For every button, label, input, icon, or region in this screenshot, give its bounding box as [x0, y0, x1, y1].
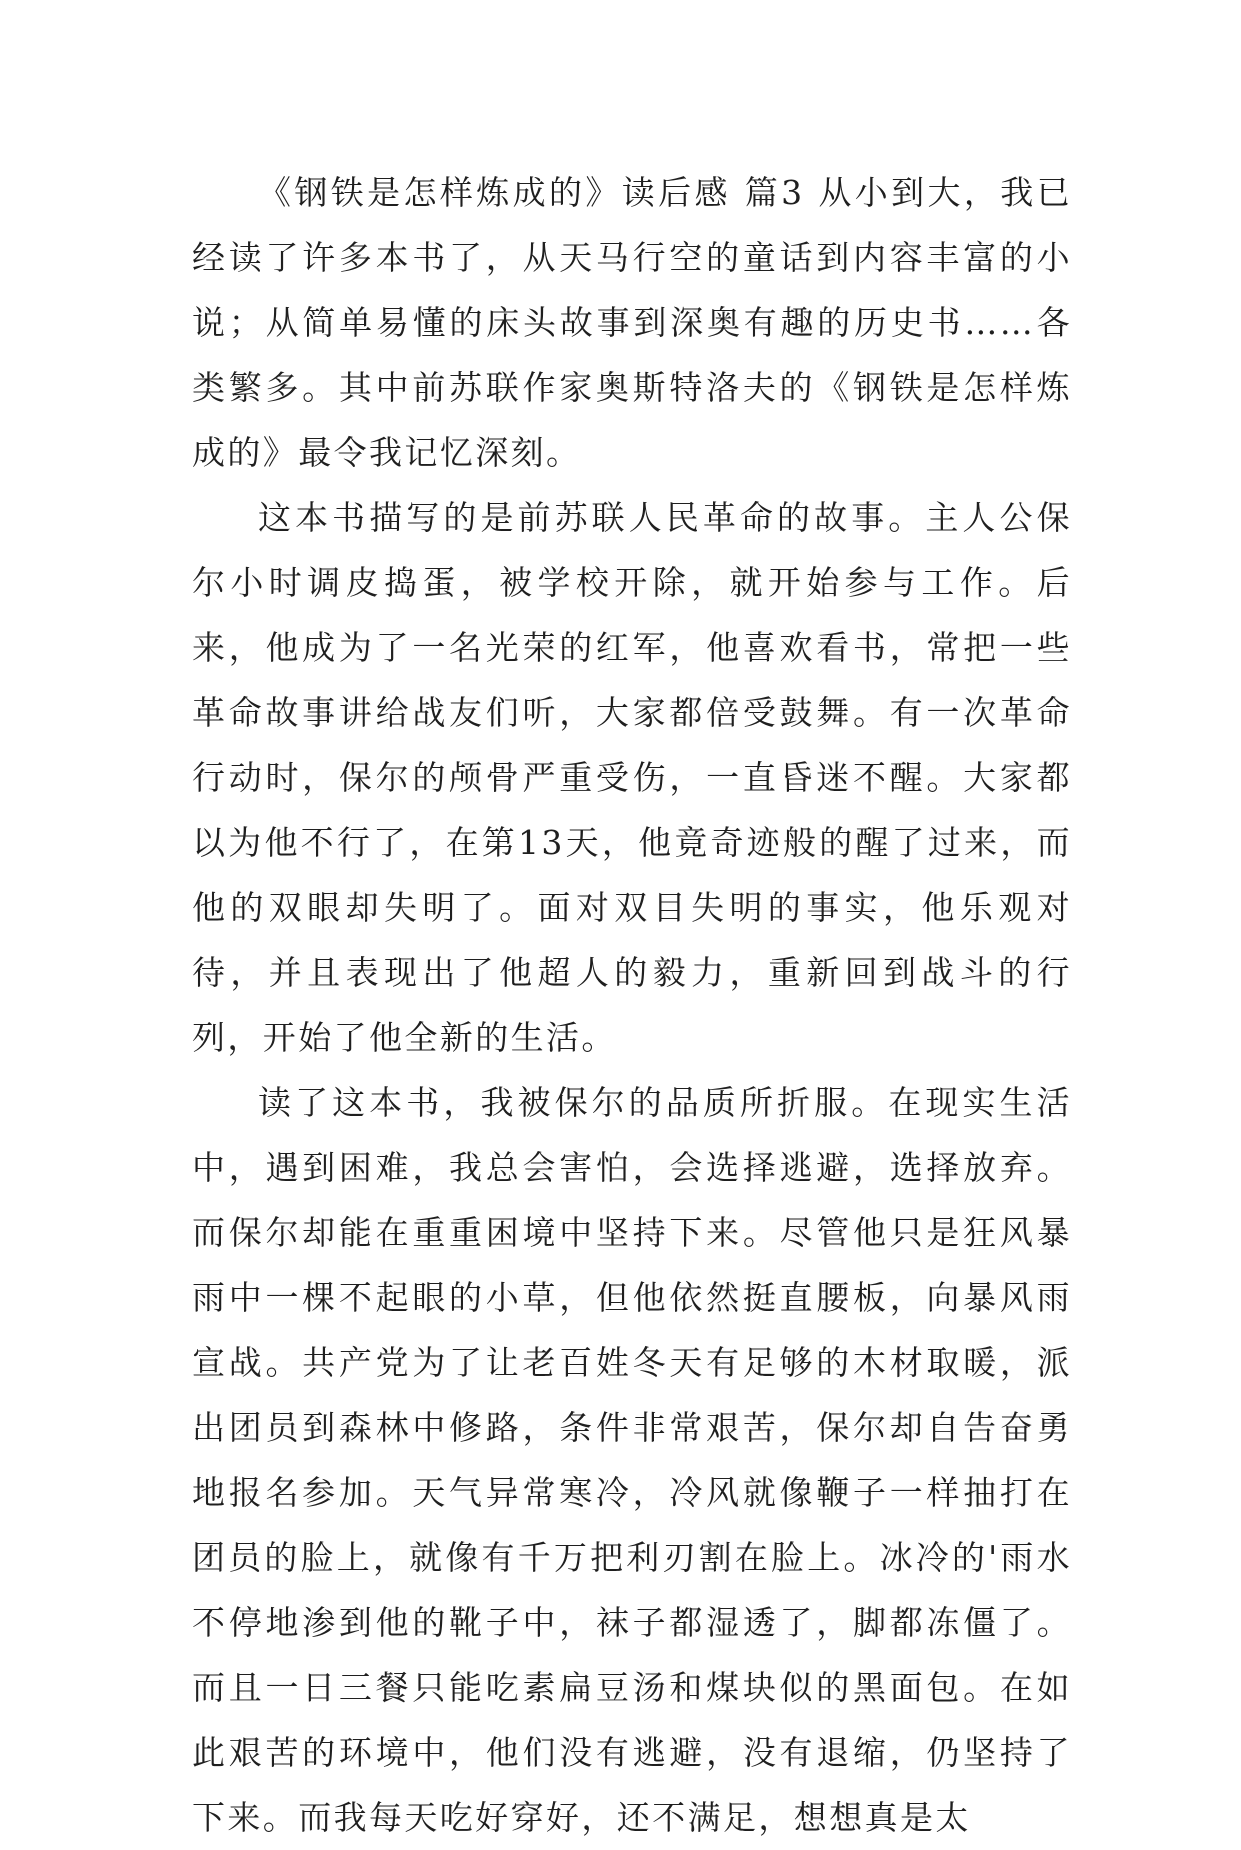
paragraph-2: 这本书描写的是前苏联人民革命的故事。主人公保尔小时调皮捣蛋，被学校开除，就开始参与工作。后来，他成为了一名光荣的红军，他喜欢看书，常把一些革命故事讲给战友们听，大家都倍受鼓舞。有一次革命行动时，保尔的颅骨严重受伤，一直昏迷不醒。大家都以为他不行了，在第13天，他竟奇迹般的醒了过来，而他的双眼却失明了。面对双目失明的事实，他乐观对待，并且表现出了他超人的毅力，重新回到战斗的行列，开始了他全新的生活。	[192, 498, 1072, 1057]
paragraph-1: 《钢铁是怎样炼成的》读后感 篇3 从小到大，我已经读了许多本书了，从天马行空的童话到内容丰富的小说；从简单易懂的床头故事到深奥有趣的历史书……各类繁多。其中前苏联作家奥斯特洛夫的《钢铁是怎样炼成的》最令我记忆深刻。	[192, 173, 1072, 472]
document-body	[192, 160, 1072, 1850]
paragraph-3: 读了这本书，我被保尔的品质所折服。在现实生活中，遇到困难，我总会害怕，会选择逃避，选择放弃。而保尔却能在重重困境中坚持下来。尽管他只是狂风暴雨中一棵不起眼的小草，但他依然挺直腰板，向暴风雨宣战。共产党为了让老百姓冬天有足够的木材取暖，派出团员到森林中修路，条件非常艰苦，保尔却自告奋勇地报名参加。天气异常寒冷，冷风就像鞭子一样抽打在团员的脸上，就像有千万把利刃割在脸上。冰冷的'雨水不停地渗到他的靴子中，袜子都湿透了，脚都冻僵了。而且一日三餐只能吃素扁豆汤和煤块似的黑面包。在如此艰苦的环境中，他们没有逃避，没有退缩，仍坚持了下来。而我每天吃好穿好，还不满足，想想真是太	[192, 1083, 1072, 1837]
